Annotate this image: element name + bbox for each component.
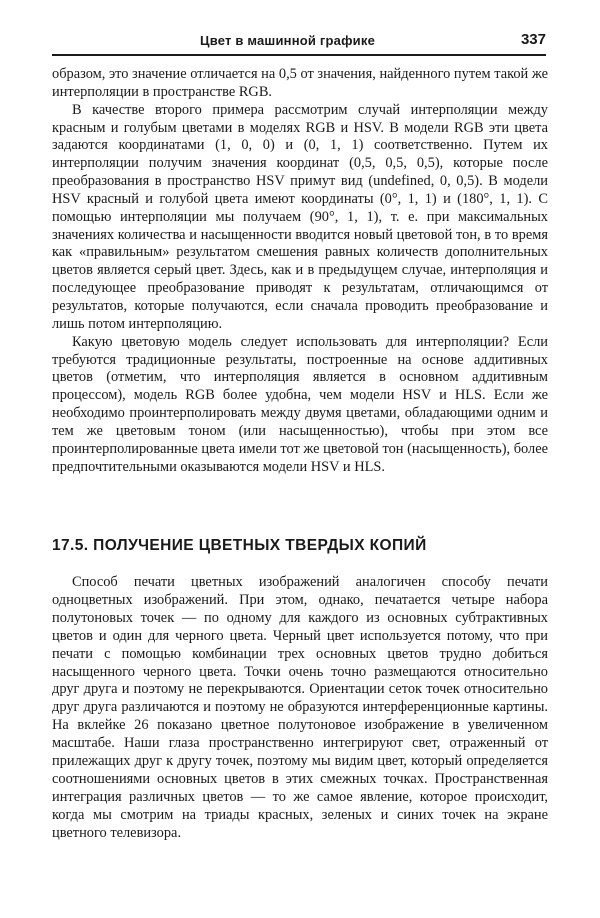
section-body [52, 574, 548, 843]
paragraph-color-printing: Способ печати цветных изображений аналогичен способу печати одноцветных изображений. При этом, однако, печатается четыре набора полутоновых точек — по одному для каждого из основных субтрактивных цветов и один для черного цвета. Черный цвет используется потому, что при печати с помощью комбинации трех основных цветов трудно добиться насыщенного черного цвета. Точки очень точно размещаются относительно друг друга и поэтому не перекрываются. Ориентации сеток точек относительно друг друга различаются и поэтому не образуются интерференционные картины. На вклейке 26 показано цветное полутоновое изображение в увеличенном масштабе. Наши глаза пространственно интегрируют свет, отраженный от прилежащих друг к другу точек, поэтому мы видим цвет, который определяется соотношениями основных цветов в этих смежных точках. Пространственная интеграция различных цветов — то же самое явление, которое происходит, когда мы смотрим на триады красных, зеленых и синих точек на экране цветного телевизора. [52, 574, 548, 841]
running-header [52, 30, 546, 56]
paragraph-continuation: образом, это значение отличается на 0,5 от значения, найденного путем такой же интерполяции в пространстве RGB. [52, 66, 548, 100]
section-heading: 17.5. ПОЛУЧЕНИЕ ЦВЕТНЫХ ТВЕРДЫХ КОПИЙ [52, 537, 427, 554]
running-title: Цвет в машинной графике [200, 33, 375, 48]
paragraph-model-choice: Какую цветовую модель следует использовать для интерполяции? Если требуются традиционные результаты, построенные на основе аддитивных цветов (отметим, что интерполяция является в основном аддитивным процессом), модель RGB более удобна, чем модели HSV и HLS. Если же необходимо проинтерполировать между двумя цветами, обладающими одним и тем же цветовым тоном (или насыщенностью), чтобы при этом все проинтерполированные цвета имели тот же цветовой тон (насыщенность), более предпочтительными оказываются модели HSV и HLS. [52, 333, 548, 475]
body-text [52, 66, 548, 476]
page-number: 337 [520, 31, 546, 48]
paragraph-interpolation-example: В качестве второго примера рассмотрим случай интерполяции между красным и голубым цветами в моделях RGB и HSV. В модели RGB эти цвета задаются координатами (1, 0, 0) и (0, 1, 1) соответственно. Путем их интерполяции получим значения координат (0,5, 0,5, 0,5), которые после преобразования в пространство HSV примут вид (undefined, 0, 0,5). В модели HSV красный и голубой цвета имеют координаты (0°, 1, 1) и (180°, 1, 1). С помощью интерполяции мы получаем (90°, 1, 1), т. е. при максимальных значениях количества и насыщенности вводится новый цветовой тон, в то время как «правильным» результатом смешения равных количеств дополнительных цветов является серый цвет. Здесь, как и в предыдущем случае, интерполяция и последующее преобразование приводят к результатам, отличающимся от результатов, которые получаются, если сначала проводить преобразование и лишь потом интерполяцию. [52, 101, 548, 332]
